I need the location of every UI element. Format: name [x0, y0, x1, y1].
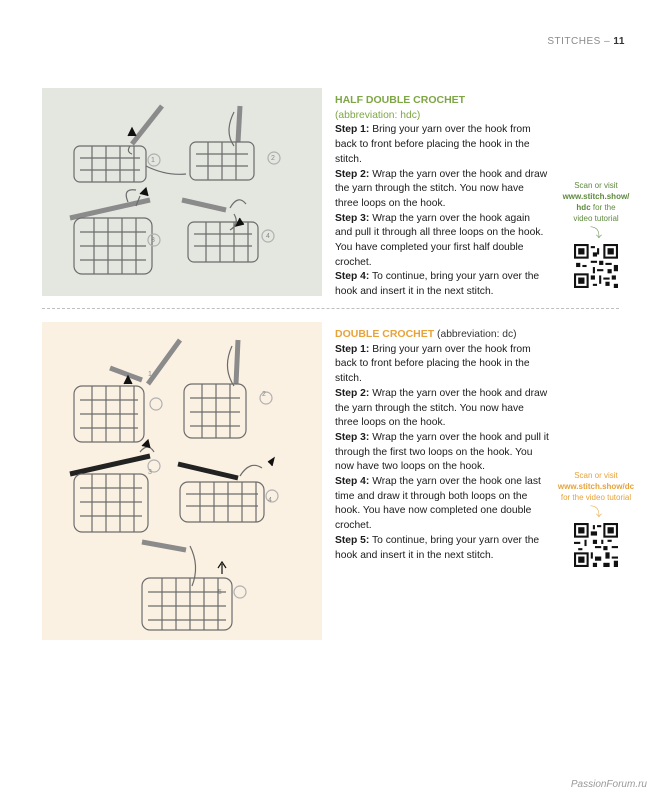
dc-title: DOUBLE CROCHET: [335, 328, 435, 340]
dc-figure-1: [74, 340, 180, 442]
dc-diagrams: [42, 322, 322, 640]
dc-url[interactable]: www.stitch.show/dc: [557, 482, 635, 491]
watermark: PassionForum.ru: [570, 779, 647, 790]
dc-fig-label-2: 2: [262, 391, 266, 398]
section-divider: [42, 308, 619, 309]
dc-step-3: Step 3: Wrap the yarn over the hook and pull it through the first two loops on the hook. You now have two loops on the hook.: [335, 431, 549, 473]
dc-video-callout: [556, 470, 636, 567]
dc-fig-label-1: 1: [148, 371, 152, 378]
hdc-abbreviation: (abbreviation: hdc): [335, 109, 421, 121]
hdc-qr-code[interactable]: [574, 244, 618, 288]
hdc-url[interactable]: www.stitch.show/: [562, 192, 630, 201]
hdc-figure-4: [182, 200, 274, 262]
hdc-figure-1: [74, 106, 186, 182]
running-head: [547, 36, 625, 47]
hdc-illustration-panel: [42, 88, 322, 296]
hdc-fig-label-3: 3: [151, 237, 155, 244]
dc-callout-line2: for the video tutorial: [560, 493, 632, 502]
dc-fig-label-4: 4: [268, 497, 272, 504]
dc-figure-5: [142, 542, 246, 630]
dc-step-2: Step 2: Wrap the yarn over the hook and draw the yarn through the stitch. You now have three loops on the hook.: [335, 387, 548, 429]
dc-illustration-panel: [42, 322, 322, 640]
dc-fig-label-3: 3: [148, 469, 152, 476]
dc-down-arrow-icon: ⤵: [589, 505, 602, 519]
section-name: STITCHES –: [547, 36, 614, 47]
hdc-step-3: Step 3: Wrap the yarn over the hook again and pull it through all three loops on the hook. You have completed your first half double crochet.: [335, 212, 544, 268]
hdc-title: HALF DOUBLE CROCHET: [335, 94, 466, 106]
dc-figure-2: [184, 340, 272, 438]
hdc-step-1: Step 1: Bring your yarn over the hook from back to front before placing the hook in the stitch.: [335, 124, 531, 165]
dc-figure-3: [70, 440, 160, 532]
page-number: 11: [613, 36, 625, 47]
hdc-video-callout: Scan or visit www.stitch.show/ hdc for the video tutorial ⤵: [556, 180, 636, 288]
hdc-callout-line3: video tutorial: [573, 214, 619, 223]
hdc-callout-line1: Scan or visit: [574, 181, 618, 190]
dc-step-5: Step 5: To continue, bring your yarn over the hook and insert it in the next stitch.: [335, 534, 540, 561]
dc-callout-line1: Scan or visit: [574, 471, 618, 480]
hdc-fig-label-1: 1: [151, 157, 155, 164]
hdc-figure-2: [190, 106, 280, 180]
hdc-fig-label-2: 2: [271, 155, 275, 162]
hdc-fig-label-4: 4: [266, 233, 270, 240]
hdc-step-4: Step 4: To continue, bring your yarn over the hook and insert it in the next stitch.: [335, 271, 540, 298]
dc-abbreviation: (abbreviation: dc): [437, 329, 517, 340]
dc-figure-4: [178, 458, 278, 522]
dc-qr-code[interactable]: [574, 523, 618, 567]
dc-fig-label-5: 5: [218, 589, 222, 596]
hdc-figure-3: [70, 188, 160, 274]
hdc-instructions: [335, 93, 550, 300]
hdc-down-arrow-icon: ⤵: [589, 226, 602, 240]
dc-instructions: [335, 327, 550, 563]
hdc-diagrams: [42, 88, 322, 296]
hdc-url-suffix[interactable]: hdc: [576, 203, 591, 212]
dc-step-4: Step 4: Wrap the yarn over the hook one last time and draw it through both loops on the hook. You have now completed one double crochet.: [335, 476, 541, 532]
hdc-step-2: Step 2: Wrap the yarn over the hook and draw the yarn through the stitch. You now have three loops on the hook.: [335, 168, 548, 209]
dc-step-1: Step 1: Bring your yarn over the hook from back to front before placing the hook in the stitch.: [335, 343, 531, 385]
